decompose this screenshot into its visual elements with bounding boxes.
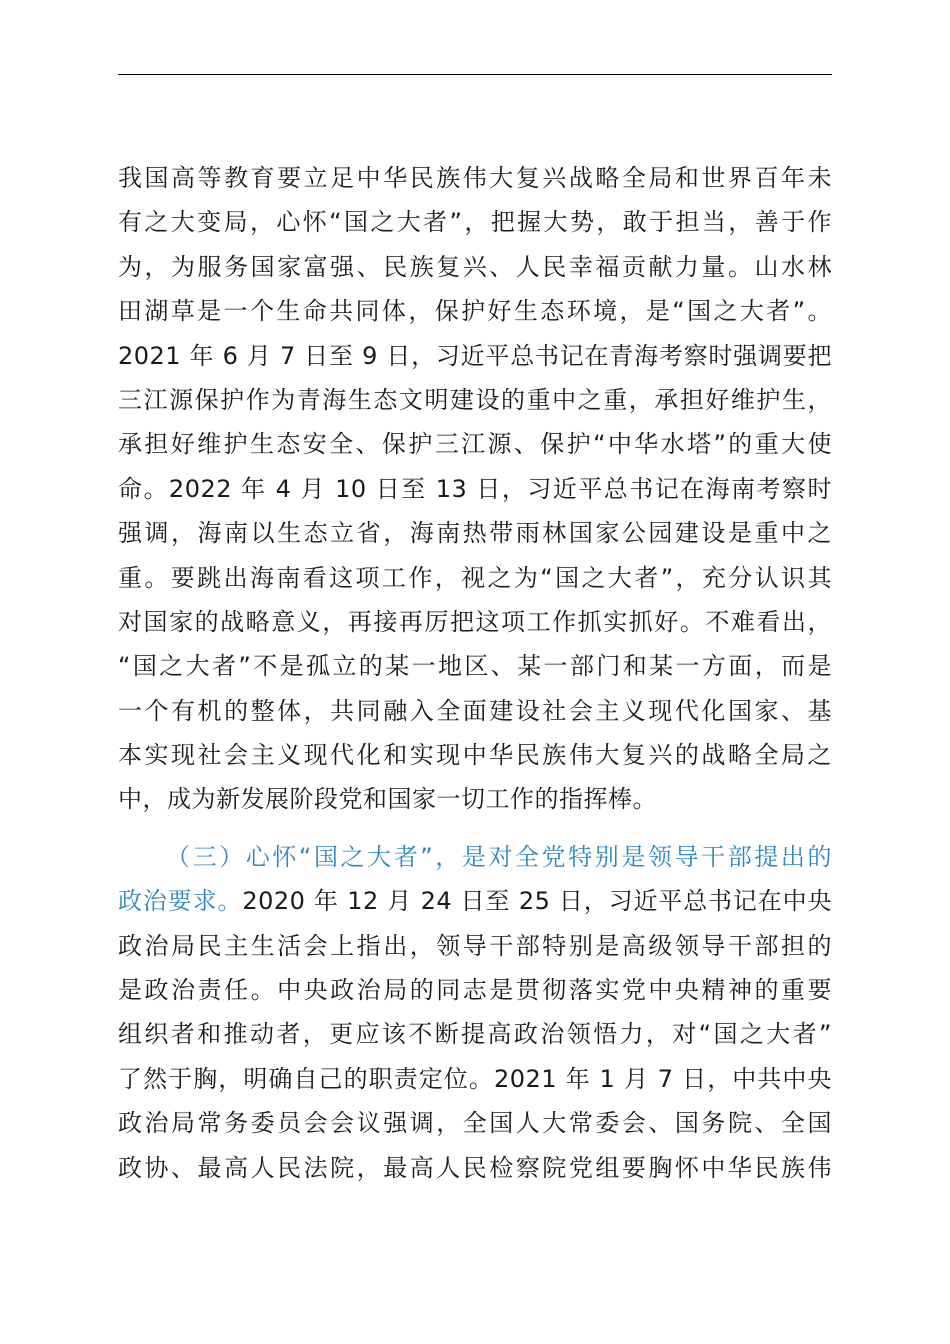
- paragraph-2-text: 2020 年 12 月 24 日至 25 日，习近平总书记在中央: [242, 887, 832, 916]
- paragraph-1-line: 本实现社会主义现代化和实现中华民族伟大复兴的战略全局之: [118, 741, 832, 770]
- paragraph-gap: [118, 822, 832, 835]
- paragraph-1-line: 强调，海南以生态立省，海南热带雨林国家公园建设是重中之: [118, 519, 832, 548]
- paragraph-1-line: 命。2022 年 4 月 10 日至 13 日，习近平总书记在海南考察时: [118, 474, 832, 503]
- paragraph-1-line: 三江源保护作为青海生态文明建设的重中之重，承担好维护生，: [118, 385, 832, 414]
- paragraph-2-line: 是政治责任。中央政治局的同志是贯彻落实党中央精神的重要: [118, 976, 832, 1005]
- paragraph-2-line: 组织者和推动者，更应该不断提高政治领悟力，对“国之大者”: [118, 1020, 832, 1049]
- paragraph-1-line: “国之大者”不是孤立的某一地区、某一部门和某一方面，而是: [118, 652, 832, 681]
- paragraph-2-line: 政协、最高人民法院，最高人民检察院党组要胸怀中华民族伟: [118, 1153, 832, 1182]
- paragraph-2-line: [118, 879, 832, 923]
- paragraph-1-line: 2021 年 6 月 7 日至 9 日，习近平总书记在青海考察时强调要把: [118, 341, 832, 370]
- paragraph-2-line: 政治局民主生活会上指出，领导干部特别是高级领导干部担的: [118, 931, 832, 960]
- paragraph-1-line: 承担好维护生态安全、保护三江源、保护“中华水塔”的重大使: [118, 430, 832, 459]
- paragraph-1-line: 有之大变局，心怀“国之大者”，把握大势，敢于担当，善于作: [118, 208, 832, 237]
- paragraph-1-line: 为，为服务国家富强、民族复兴、人民幸福贡献力量。山水林: [118, 252, 832, 281]
- paragraph-2-line: 了然于胸，明确自己的职责定位。2021 年 1 月 7 日，中共中央: [118, 1064, 832, 1093]
- paragraph-1-line: 重。要跳出海南看这项工作，视之为“国之大者”，充分认识其: [118, 563, 832, 592]
- paragraph-1-line: 我国高等教育要立足中华民族伟大复兴战略全局和世界百年未: [118, 164, 832, 192]
- section-heading: （三）心怀“国之大者”，是对全党特别是领导干部提出的: [166, 842, 832, 871]
- header-rule: [118, 74, 832, 75]
- paragraph-1-line: 对国家的战略意义，再接再厉把这项工作抓实抓好。不难看出，: [118, 607, 832, 636]
- section-heading-end: 政治要求。: [118, 887, 243, 916]
- paragraph-1-line: 田湖草是一个生命共同体，保护好生态环境，是“国之大者”。: [118, 297, 832, 326]
- body-text: [118, 156, 832, 1190]
- paragraph-1-line: 中，成为新发展阶段党和国家一切工作的指挥棒。: [118, 785, 657, 814]
- paragraph-2-line: 政治局常务委员会会议强调，全国人大常委会、国务院、全国: [118, 1109, 832, 1138]
- paragraph-1-line: 一个有机的整体，共同融入全面建设社会主义现代化国家、基: [118, 696, 832, 725]
